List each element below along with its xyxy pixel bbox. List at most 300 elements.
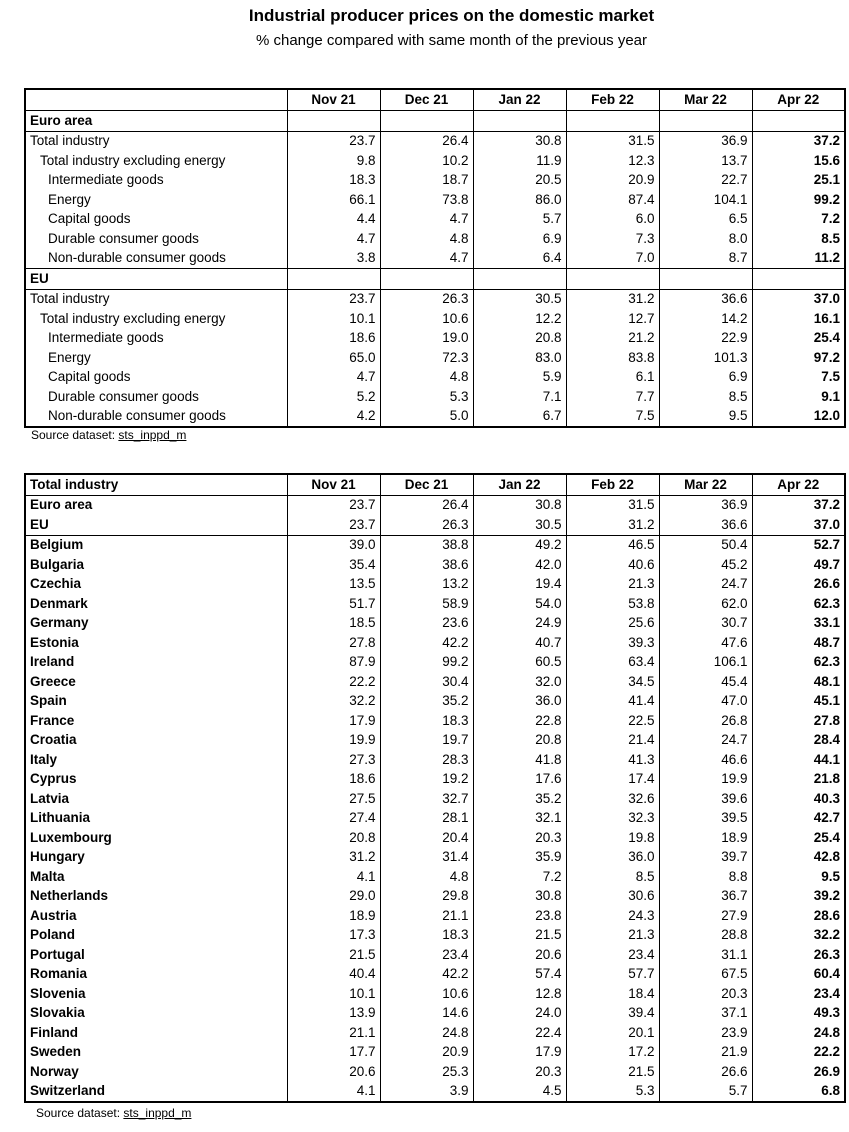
value-cell: 39.4 bbox=[566, 1004, 659, 1024]
value-cell: 17.4 bbox=[566, 770, 659, 790]
value-cell: 5.2 bbox=[287, 387, 380, 407]
value-cell: 27.8 bbox=[287, 633, 380, 653]
value-cell: 8.7 bbox=[659, 249, 752, 269]
value-cell: 20.8 bbox=[473, 329, 566, 349]
value-cell: 60.4 bbox=[752, 965, 845, 985]
table-row bbox=[25, 535, 845, 555]
value-cell: 57.4 bbox=[473, 965, 566, 985]
value-cell: 40.7 bbox=[473, 633, 566, 653]
value-cell: 32.7 bbox=[380, 789, 473, 809]
country-label: Czechia bbox=[25, 575, 287, 595]
country-label: EU bbox=[25, 515, 287, 535]
table-row bbox=[25, 407, 845, 428]
value-cell: 23.7 bbox=[287, 131, 380, 151]
value-cell: 9.1 bbox=[752, 387, 845, 407]
value-cell: 53.8 bbox=[566, 594, 659, 614]
value-cell: 17.9 bbox=[473, 1043, 566, 1063]
value-cell: 45.2 bbox=[659, 555, 752, 575]
value-cell: 34.5 bbox=[566, 672, 659, 692]
value-cell: 21.5 bbox=[287, 945, 380, 965]
value-cell: 19.9 bbox=[659, 770, 752, 790]
value-cell: 37.0 bbox=[752, 289, 845, 309]
value-cell: 48.7 bbox=[752, 633, 845, 653]
table-row bbox=[25, 131, 845, 151]
empty-cell bbox=[287, 269, 380, 290]
value-cell: 30.8 bbox=[473, 887, 566, 907]
table-row bbox=[25, 575, 845, 595]
value-cell: 41.8 bbox=[473, 750, 566, 770]
value-cell: 52.7 bbox=[752, 535, 845, 555]
value-cell: 13.2 bbox=[380, 575, 473, 595]
value-cell: 30.8 bbox=[473, 495, 566, 515]
country-label: Finland bbox=[25, 1023, 287, 1043]
value-cell: 17.7 bbox=[287, 1043, 380, 1063]
value-cell: 22.2 bbox=[752, 1043, 845, 1063]
table-row bbox=[25, 309, 845, 329]
value-cell: 32.2 bbox=[752, 926, 845, 946]
sector-table-header bbox=[25, 89, 845, 111]
value-cell: 24.0 bbox=[473, 1004, 566, 1024]
section-row bbox=[25, 269, 845, 290]
value-cell: 10.6 bbox=[380, 309, 473, 329]
value-cell: 26.8 bbox=[659, 711, 752, 731]
value-cell: 29.8 bbox=[380, 887, 473, 907]
value-cell: 12.0 bbox=[752, 407, 845, 428]
column-header: Apr 22 bbox=[752, 474, 845, 495]
value-cell: 24.9 bbox=[473, 614, 566, 634]
value-cell: 12.7 bbox=[566, 309, 659, 329]
sector-table bbox=[24, 88, 846, 428]
value-cell: 19.2 bbox=[380, 770, 473, 790]
country-table-header bbox=[25, 474, 845, 495]
value-cell: 39.3 bbox=[566, 633, 659, 653]
row-label: Intermediate goods bbox=[25, 329, 287, 349]
value-cell: 65.0 bbox=[287, 348, 380, 368]
table-row bbox=[25, 1082, 845, 1103]
value-cell: 21.9 bbox=[659, 1043, 752, 1063]
row-label: Total industry excluding energy bbox=[25, 151, 287, 171]
column-header: Jan 22 bbox=[473, 89, 566, 111]
value-cell: 5.3 bbox=[380, 387, 473, 407]
value-cell: 16.1 bbox=[752, 309, 845, 329]
country-label: Lithuania bbox=[25, 809, 287, 829]
value-cell: 18.3 bbox=[287, 171, 380, 191]
value-cell: 45.4 bbox=[659, 672, 752, 692]
value-cell: 44.1 bbox=[752, 750, 845, 770]
value-cell: 9.8 bbox=[287, 151, 380, 171]
country-label: Hungary bbox=[25, 848, 287, 868]
value-cell: 23.9 bbox=[659, 1023, 752, 1043]
value-cell: 20.8 bbox=[473, 731, 566, 751]
country-label: Latvia bbox=[25, 789, 287, 809]
value-cell: 33.1 bbox=[752, 614, 845, 634]
value-cell: 26.6 bbox=[659, 1062, 752, 1082]
value-cell: 51.7 bbox=[287, 594, 380, 614]
value-cell: 20.3 bbox=[659, 984, 752, 1004]
source-note-2 bbox=[36, 1106, 191, 1120]
value-cell: 5.0 bbox=[380, 407, 473, 428]
value-cell: 4.7 bbox=[380, 249, 473, 269]
value-cell: 21.3 bbox=[566, 575, 659, 595]
value-cell: 7.0 bbox=[566, 249, 659, 269]
empty-cell bbox=[287, 111, 380, 132]
value-cell: 21.2 bbox=[566, 329, 659, 349]
value-cell: 4.8 bbox=[380, 368, 473, 388]
value-cell: 24.7 bbox=[659, 731, 752, 751]
table-row bbox=[25, 171, 845, 191]
table-row bbox=[25, 594, 845, 614]
value-cell: 12.8 bbox=[473, 984, 566, 1004]
value-cell: 14.6 bbox=[380, 1004, 473, 1024]
value-cell: 4.5 bbox=[473, 1082, 566, 1103]
value-cell: 30.4 bbox=[380, 672, 473, 692]
value-cell: 46.6 bbox=[659, 750, 752, 770]
row-label: Total industry bbox=[25, 131, 287, 151]
value-cell: 28.3 bbox=[380, 750, 473, 770]
value-cell: 38.8 bbox=[380, 535, 473, 555]
value-cell: 87.9 bbox=[287, 653, 380, 673]
table-row bbox=[25, 1023, 845, 1043]
value-cell: 39.7 bbox=[659, 848, 752, 868]
country-label: Poland bbox=[25, 926, 287, 946]
country-label: Ireland bbox=[25, 653, 287, 673]
value-cell: 22.8 bbox=[473, 711, 566, 731]
value-cell: 17.2 bbox=[566, 1043, 659, 1063]
empty-cell bbox=[473, 269, 566, 290]
value-cell: 11.9 bbox=[473, 151, 566, 171]
table-row bbox=[25, 210, 845, 230]
row-label: Energy bbox=[25, 348, 287, 368]
empty-cell bbox=[752, 111, 845, 132]
value-cell: 41.4 bbox=[566, 692, 659, 712]
value-cell: 14.2 bbox=[659, 309, 752, 329]
table-row bbox=[25, 672, 845, 692]
table-row bbox=[25, 190, 845, 210]
table-row bbox=[25, 692, 845, 712]
value-cell: 20.8 bbox=[287, 828, 380, 848]
value-cell: 6.9 bbox=[659, 368, 752, 388]
country-label: Slovenia bbox=[25, 984, 287, 1004]
value-cell: 35.2 bbox=[473, 789, 566, 809]
value-cell: 60.5 bbox=[473, 653, 566, 673]
value-cell: 21.4 bbox=[566, 731, 659, 751]
value-cell: 28.1 bbox=[380, 809, 473, 829]
value-cell: 25.1 bbox=[752, 171, 845, 191]
value-cell: 24.8 bbox=[380, 1023, 473, 1043]
value-cell: 22.2 bbox=[287, 672, 380, 692]
table-row bbox=[25, 809, 845, 829]
value-cell: 6.1 bbox=[566, 368, 659, 388]
source-link[interactable]: sts_inppd_m bbox=[123, 1106, 192, 1120]
page-title: Industrial producer prices on the domestic market bbox=[248, 6, 655, 25]
country-label: Luxembourg bbox=[25, 828, 287, 848]
value-cell: 49.3 bbox=[752, 1004, 845, 1024]
column-header: Nov 21 bbox=[287, 474, 380, 495]
value-cell: 8.8 bbox=[659, 867, 752, 887]
value-cell: 6.0 bbox=[566, 210, 659, 230]
value-cell: 18.4 bbox=[566, 984, 659, 1004]
value-cell: 19.7 bbox=[380, 731, 473, 751]
table-row bbox=[25, 653, 845, 673]
table-row bbox=[25, 387, 845, 407]
value-cell: 31.2 bbox=[566, 289, 659, 309]
value-cell: 17.3 bbox=[287, 926, 380, 946]
value-cell: 19.9 bbox=[287, 731, 380, 751]
country-label: Romania bbox=[25, 965, 287, 985]
table-row bbox=[25, 368, 845, 388]
value-cell: 37.1 bbox=[659, 1004, 752, 1024]
value-cell: 7.7 bbox=[566, 387, 659, 407]
value-cell: 4.7 bbox=[380, 210, 473, 230]
value-cell: 6.8 bbox=[752, 1082, 845, 1103]
value-cell: 99.2 bbox=[752, 190, 845, 210]
value-cell: 58.9 bbox=[380, 594, 473, 614]
value-cell: 54.0 bbox=[473, 594, 566, 614]
value-cell: 41.3 bbox=[566, 750, 659, 770]
table-row bbox=[25, 945, 845, 965]
table-row bbox=[25, 711, 845, 731]
column-header: Nov 21 bbox=[287, 89, 380, 111]
value-cell: 32.2 bbox=[287, 692, 380, 712]
value-cell: 36.9 bbox=[659, 495, 752, 515]
value-cell: 17.9 bbox=[287, 711, 380, 731]
value-cell: 39.5 bbox=[659, 809, 752, 829]
column-header: Dec 21 bbox=[380, 89, 473, 111]
value-cell: 30.7 bbox=[659, 614, 752, 634]
value-cell: 7.2 bbox=[752, 210, 845, 230]
value-cell: 47.0 bbox=[659, 692, 752, 712]
value-cell: 11.2 bbox=[752, 249, 845, 269]
value-cell: 25.4 bbox=[752, 329, 845, 349]
value-cell: 32.3 bbox=[566, 809, 659, 829]
value-cell: 4.1 bbox=[287, 867, 380, 887]
value-cell: 21.1 bbox=[287, 1023, 380, 1043]
value-cell: 40.6 bbox=[566, 555, 659, 575]
table-row bbox=[25, 867, 845, 887]
source-note-1 bbox=[31, 428, 186, 442]
value-cell: 25.3 bbox=[380, 1062, 473, 1082]
value-cell: 5.9 bbox=[473, 368, 566, 388]
value-cell: 13.7 bbox=[659, 151, 752, 171]
value-cell: 31.2 bbox=[287, 848, 380, 868]
country-label: Denmark bbox=[25, 594, 287, 614]
value-cell: 23.6 bbox=[380, 614, 473, 634]
value-cell: 24.3 bbox=[566, 906, 659, 926]
column-header: Dec 21 bbox=[380, 474, 473, 495]
empty-cell bbox=[566, 111, 659, 132]
header-corner bbox=[25, 89, 287, 111]
column-header: Jan 22 bbox=[473, 474, 566, 495]
value-cell: 31.1 bbox=[659, 945, 752, 965]
country-label: Spain bbox=[25, 692, 287, 712]
value-cell: 10.2 bbox=[380, 151, 473, 171]
country-label: Netherlands bbox=[25, 887, 287, 907]
empty-cell bbox=[566, 269, 659, 290]
value-cell: 5.7 bbox=[659, 1082, 752, 1103]
value-cell: 36.6 bbox=[659, 515, 752, 535]
value-cell: 38.6 bbox=[380, 555, 473, 575]
empty-cell bbox=[659, 111, 752, 132]
value-cell: 27.4 bbox=[287, 809, 380, 829]
value-cell: 20.9 bbox=[380, 1043, 473, 1063]
value-cell: 18.9 bbox=[287, 906, 380, 926]
value-cell: 46.5 bbox=[566, 535, 659, 555]
value-cell: 18.5 bbox=[287, 614, 380, 634]
table-row bbox=[25, 906, 845, 926]
value-cell: 7.5 bbox=[566, 407, 659, 428]
value-cell: 31.2 bbox=[566, 515, 659, 535]
source-link[interactable]: sts_inppd_m bbox=[118, 428, 187, 442]
value-cell: 12.2 bbox=[473, 309, 566, 329]
value-cell: 27.8 bbox=[752, 711, 845, 731]
value-cell: 18.3 bbox=[380, 926, 473, 946]
value-cell: 97.2 bbox=[752, 348, 845, 368]
value-cell: 30.5 bbox=[473, 289, 566, 309]
country-label: Austria bbox=[25, 906, 287, 926]
value-cell: 24.8 bbox=[752, 1023, 845, 1043]
row-label: Total industry bbox=[25, 289, 287, 309]
header-total-industry: Total industry bbox=[25, 474, 287, 495]
value-cell: 57.7 bbox=[566, 965, 659, 985]
table-row bbox=[25, 731, 845, 751]
value-cell: 6.9 bbox=[473, 229, 566, 249]
value-cell: 8.5 bbox=[566, 867, 659, 887]
value-cell: 40.4 bbox=[287, 965, 380, 985]
value-cell: 36.0 bbox=[473, 692, 566, 712]
value-cell: 8.0 bbox=[659, 229, 752, 249]
value-cell: 4.2 bbox=[287, 407, 380, 428]
section-label: EU bbox=[25, 269, 287, 290]
row-label: Total industry excluding energy bbox=[25, 309, 287, 329]
value-cell: 30.8 bbox=[473, 131, 566, 151]
value-cell: 32.0 bbox=[473, 672, 566, 692]
value-cell: 29.0 bbox=[287, 887, 380, 907]
value-cell: 10.1 bbox=[287, 309, 380, 329]
value-cell: 20.3 bbox=[473, 828, 566, 848]
value-cell: 24.7 bbox=[659, 575, 752, 595]
table-row bbox=[25, 348, 845, 368]
value-cell: 20.3 bbox=[473, 1062, 566, 1082]
value-cell: 20.6 bbox=[287, 1062, 380, 1082]
value-cell: 22.9 bbox=[659, 329, 752, 349]
value-cell: 49.2 bbox=[473, 535, 566, 555]
value-cell: 7.3 bbox=[566, 229, 659, 249]
table-row bbox=[25, 495, 845, 515]
value-cell: 32.6 bbox=[566, 789, 659, 809]
country-label: Germany bbox=[25, 614, 287, 634]
value-cell: 20.4 bbox=[380, 828, 473, 848]
value-cell: 42.7 bbox=[752, 809, 845, 829]
value-cell: 27.5 bbox=[287, 789, 380, 809]
value-cell: 18.6 bbox=[287, 329, 380, 349]
value-cell: 19.0 bbox=[380, 329, 473, 349]
value-cell: 31.5 bbox=[566, 495, 659, 515]
country-table bbox=[24, 473, 846, 1103]
value-cell: 106.1 bbox=[659, 653, 752, 673]
value-cell: 32.1 bbox=[473, 809, 566, 829]
country-label: Greece bbox=[25, 672, 287, 692]
value-cell: 25.4 bbox=[752, 828, 845, 848]
value-cell: 23.7 bbox=[287, 495, 380, 515]
value-cell: 23.7 bbox=[287, 289, 380, 309]
value-cell: 42.0 bbox=[473, 555, 566, 575]
empty-cell bbox=[659, 269, 752, 290]
value-cell: 18.6 bbox=[287, 770, 380, 790]
value-cell: 12.3 bbox=[566, 151, 659, 171]
value-cell: 36.9 bbox=[659, 131, 752, 151]
value-cell: 15.6 bbox=[752, 151, 845, 171]
value-cell: 37.2 bbox=[752, 495, 845, 515]
value-cell: 6.7 bbox=[473, 407, 566, 428]
column-header: Feb 22 bbox=[566, 89, 659, 111]
table-row bbox=[25, 750, 845, 770]
value-cell: 20.1 bbox=[566, 1023, 659, 1043]
value-cell: 49.7 bbox=[752, 555, 845, 575]
value-cell: 62.3 bbox=[752, 653, 845, 673]
value-cell: 5.7 bbox=[473, 210, 566, 230]
value-cell: 6.5 bbox=[659, 210, 752, 230]
value-cell: 23.8 bbox=[473, 906, 566, 926]
value-cell: 31.4 bbox=[380, 848, 473, 868]
value-cell: 36.6 bbox=[659, 289, 752, 309]
value-cell: 62.0 bbox=[659, 594, 752, 614]
value-cell: 4.7 bbox=[287, 368, 380, 388]
value-cell: 9.5 bbox=[659, 407, 752, 428]
empty-cell bbox=[380, 269, 473, 290]
table-row bbox=[25, 1043, 845, 1063]
value-cell: 21.3 bbox=[566, 926, 659, 946]
value-cell: 3.9 bbox=[380, 1082, 473, 1103]
value-cell: 4.8 bbox=[380, 867, 473, 887]
value-cell: 7.2 bbox=[473, 867, 566, 887]
value-cell: 22.5 bbox=[566, 711, 659, 731]
table-row bbox=[25, 515, 845, 535]
value-cell: 30.6 bbox=[566, 887, 659, 907]
column-header: Mar 22 bbox=[659, 89, 752, 111]
value-cell: 104.1 bbox=[659, 190, 752, 210]
table-row bbox=[25, 1004, 845, 1024]
country-label: Slovakia bbox=[25, 1004, 287, 1024]
value-cell: 21.1 bbox=[380, 906, 473, 926]
value-cell: 42.2 bbox=[380, 633, 473, 653]
value-cell: 20.9 bbox=[566, 171, 659, 191]
value-cell: 5.3 bbox=[566, 1082, 659, 1103]
source-label: Source dataset: bbox=[31, 428, 119, 442]
value-cell: 21.5 bbox=[566, 1062, 659, 1082]
value-cell: 39.6 bbox=[659, 789, 752, 809]
table-row bbox=[25, 633, 845, 653]
value-cell: 48.1 bbox=[752, 672, 845, 692]
table-row bbox=[25, 887, 845, 907]
country-label: Cyprus bbox=[25, 770, 287, 790]
value-cell: 67.5 bbox=[659, 965, 752, 985]
value-cell: 45.1 bbox=[752, 692, 845, 712]
value-cell: 23.4 bbox=[380, 945, 473, 965]
value-cell: 10.6 bbox=[380, 984, 473, 1004]
table-row bbox=[25, 965, 845, 985]
value-cell: 83.0 bbox=[473, 348, 566, 368]
empty-cell bbox=[380, 111, 473, 132]
row-label: Energy bbox=[25, 190, 287, 210]
value-cell: 18.7 bbox=[380, 171, 473, 191]
page-subtitle: % change compared with same month of the previous year bbox=[255, 32, 648, 49]
row-label: Capital goods bbox=[25, 368, 287, 388]
country-label: Sweden bbox=[25, 1043, 287, 1063]
value-cell: 26.9 bbox=[752, 1062, 845, 1082]
value-cell: 42.8 bbox=[752, 848, 845, 868]
value-cell: 62.3 bbox=[752, 594, 845, 614]
table-row bbox=[25, 828, 845, 848]
